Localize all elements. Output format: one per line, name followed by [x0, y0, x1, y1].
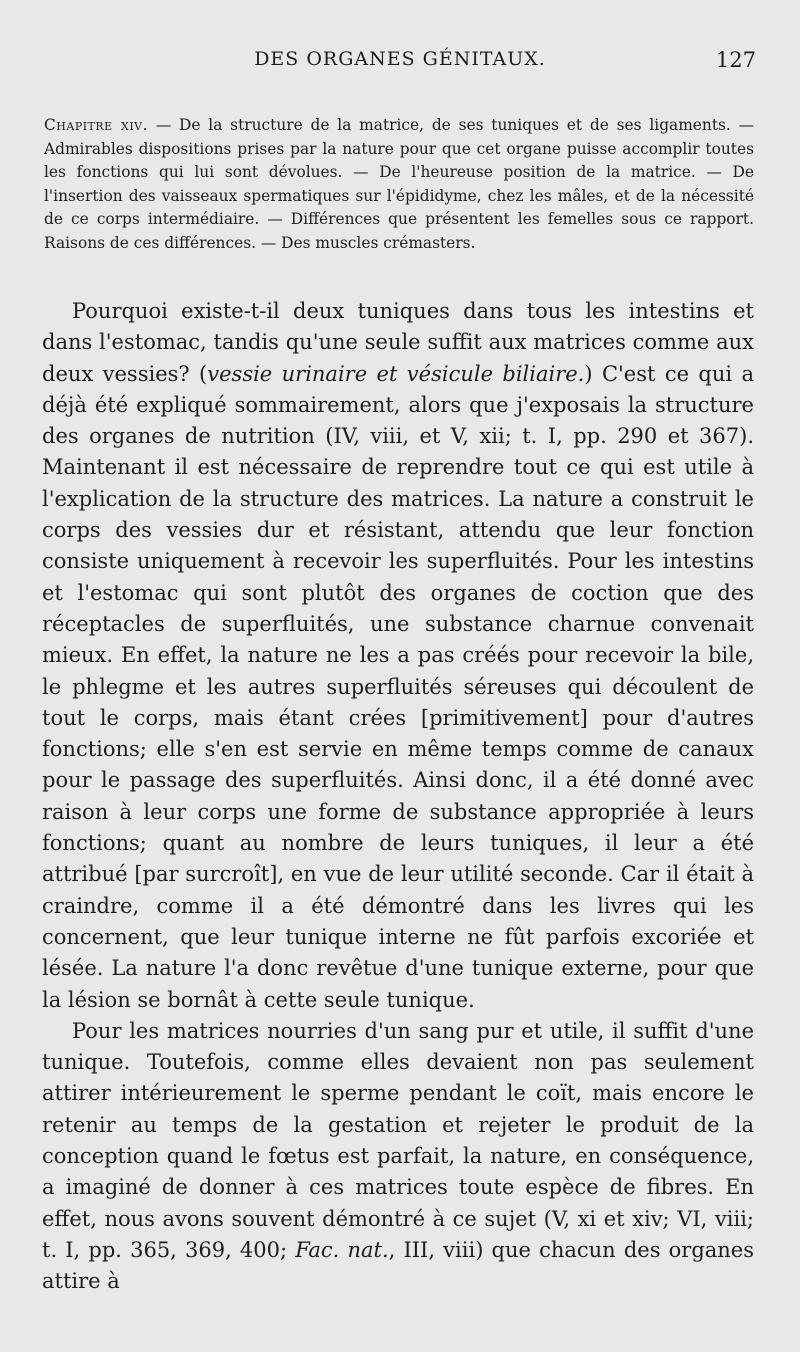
page-number: 127 [715, 48, 756, 72]
paragraph-1-part-a: Pourquoi existe-t-il deux tuniques dans tous les intestins et dans l'estomac, tandis qu'une seule suffit aux matrices comme aux deux vessies? ( [42, 299, 754, 386]
paragraph-2-part-b: , III, viii) que chacun des organes attire à [42, 1237, 755, 1294]
paragraph-2-italic: Fac. nat. [295, 1237, 389, 1262]
paragraph-2 [42, 1016, 754, 1298]
page-header [44, 48, 756, 78]
paragraph-1-italic: vessie urinaire et vésicule biliaire. [207, 361, 585, 386]
paragraph-1-part-b: ) C'est ce qui a déjà été expliqué sommairement, alors que j'exposais la structure des organes de nutrition (IV, viii, et V, xii; t. I, pp. 290 et 367). Maintenant il est nécessaire de reprendre tout ce qui est utile à l'explication de la structure des matrices. La nature a construit le corps des vessies dur et résistant, attendu que leur fonction consiste uniquement à recevoir les superfluités. Pour les intestins et l'estomac qui sont plutôt des organes de coction que des réceptacles de superfluités, une substance charnue convenait mieux. En effet, la nature ne les a pas créés pour recevoir la bile, le phlegme et les autres superfluités séreuses qui découlent de tout le corps, mais étant crées [primitivement] pour d'autres fonctions; elle s'en est servie en même temps comme de canaux pour le passage des superfluités. Ainsi donc, il a été donné avec raison à leur corps une forme de substance appropriée à leurs fonctions; quant au nombre de leurs tuniques, il leur a été attribué [par surcroît], en vue de leur utilité seconde. Car il était à craindre, comme il a été démontré dans les livres qui les concernent, que leur tunique interne ne fût parfois excoriée et lésée. La nature l'a donc revêtue d'une tunique externe, pour que la lésion se bornât à cette seule tunique. [42, 361, 755, 1012]
paragraph-1 [42, 296, 754, 1016]
chapter-summary-text: — De la structure de la matrice, de ses tuniques et de ses ligaments. — Admirables dispositions prises par la nature pour que cet organe puisse accomplir toutes les fonctions qui lui sont dévolues. — De l'heureuse position de la matrice. — De l'insertion des vaisseaux spermatiques sur l'épididyme, chez les mâles, et de la nécessité de ce corps intermédiaire. — Différences que présentent les femelles sous ce rapport. Raisons de ces différences. — Des muscles crémasters. [44, 116, 754, 252]
chapter-summary [44, 114, 754, 255]
body-text [42, 296, 754, 1298]
running-title: DES ORGANES GÉNITAUX. [254, 48, 546, 70]
chapter-label: Chapitre xiv. [44, 116, 149, 134]
paragraph-2-part-a: Pour les matrices nourries d'un sang pur et utile, il suffit d'une tunique. Toutefois, comme elles devaient non pas seulement attirer intérieurement le sperme pendant le coït, mais encore le retenir au temps de la gestation et rejeter le produit de la conception quand le fœtus est parfait, la nature, en conséquence, a imaginé de donner à ces matrices toute espèce de fibres. En effet, nous avons souvent démontré à ce sujet (V, xi et xiv; VI, viii; t. I, pp. 365, 369, 400; [42, 1018, 754, 1262]
